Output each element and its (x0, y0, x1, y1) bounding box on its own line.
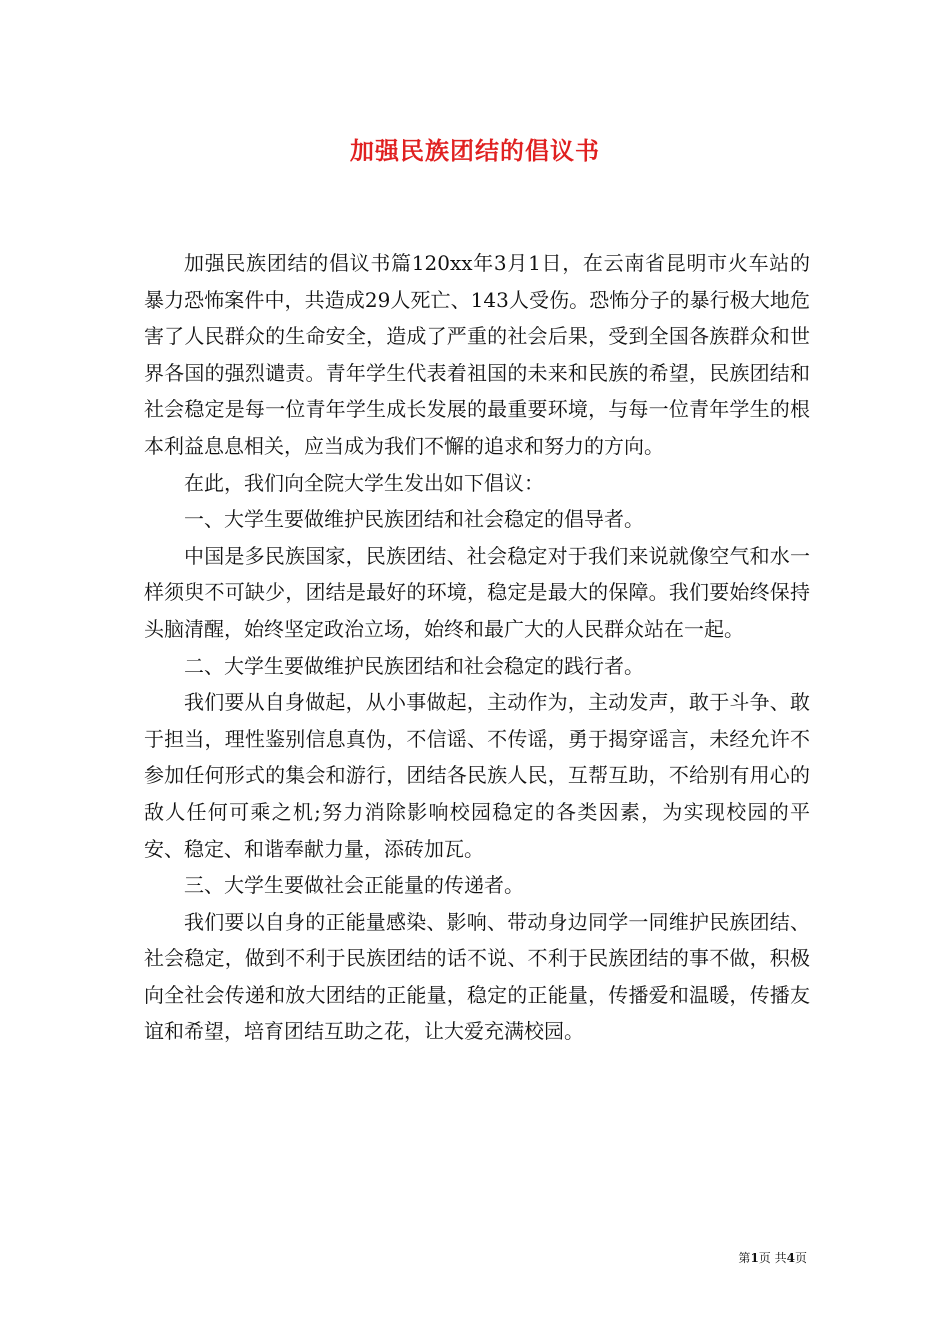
footer-prefix: 第 (738, 1251, 751, 1265)
section-body-2: 我们要从自身做起，从小事做起，主动作为，主动发声，敢于斗争、敢于担当，理性鉴别信息真伪，不信谣、不传谣，勇于揭穿谣言，未经允许不参加任何形式的集会和游行，团结各民族人民，互帮互助，不给别有用心的敌人任何可乘之机;努力消除影响校园稳定的各类因素，为实现校园的平安、稳定、和谐奉献力量，添砖加瓦。 (144, 690, 810, 861)
footer-current-page: 1 (750, 1251, 759, 1265)
document-body (144, 245, 810, 1050)
section-heading-3: 三、大学生要做社会正能量的传递者。 (184, 873, 524, 898)
footer-middle: 页 共 (758, 1251, 787, 1265)
section-body-3: 我们要以自身的正能量感染、影响、带动身边同学一同维护民族团结、社会稳定，做到不利于民族团结的话不说、不利于民族团结的事不做，积极向全社会传递和放大团结的正能量，稳定的正能量，传播爱和温暖，传播友谊和希望，培育团结互助之花，让大爱充满校园。 (144, 909, 810, 1044)
paragraph-intro: 加强民族团结的倡议书篇120xx年3月1日，在云南省昆明市火车站的暴力恐怖案件中，共造成29人死亡、143人受伤。恐怖分子的暴行极大地危害了人民群众的生命安全，造成了严重的社会后果，受到全国各族群众和世界各国的强烈谴责。青年学生代表着祖国的未来和民族的希望，民族团结和社会稳定是每一位青年学生成长发展的最重要环境，与每一位青年学生的根本利益息息相关，应当成为我们不懈的追求和努力的方向。 (144, 251, 810, 458)
footer-suffix: 页 (794, 1251, 807, 1265)
document-title: 加强民族团结的倡议书 (350, 136, 600, 165)
section-heading-2: 二、大学生要做维护民族团结和社会稳定的践行者。 (184, 653, 644, 678)
section-body-1: 中国是多民族国家，民族团结、社会稳定对于我们来说就像空气和水一样须臾不可缺少，团结是最好的环境，稳定是最大的保障。我们要始终保持头脑清醒，始终坚定政治立场，始终和最广大的人民群众站在一起。 (144, 543, 810, 641)
paragraph-proposal-lead: 在此，我们向全院大学生发出如下倡议： (184, 470, 544, 495)
footer-total-pages: 4 (786, 1251, 795, 1265)
section-heading-1: 一、大学生要做维护民族团结和社会稳定的倡导者。 (184, 507, 644, 532)
page-footer (738, 1249, 807, 1266)
